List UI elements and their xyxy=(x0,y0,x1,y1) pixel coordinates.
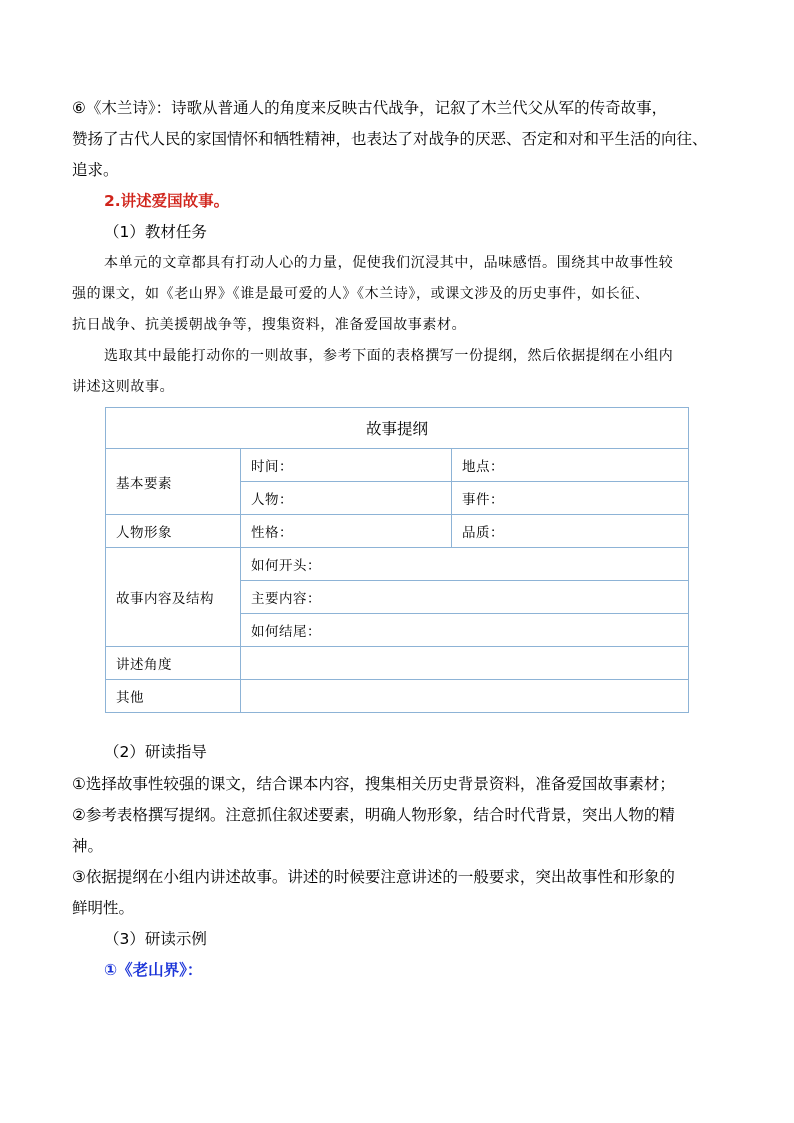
subheading-reading-example: （3）研读示例 xyxy=(104,930,207,948)
mulan-paragraph-line-1: ⑥《木兰诗》：诗歌从普通人的角度来反映古代战争，记叙了木兰代父从军的传奇故事， xyxy=(72,99,668,117)
label-character-image: 人物形象 xyxy=(106,515,241,548)
cell-how-to-end: 如何结尾： xyxy=(241,614,689,647)
task-line-4: 选取其中最能打动你的一则故事，参考下面的表格撰写一份提纲，然后依据提纲在小组内 xyxy=(104,348,674,364)
label-narration-angle: 讲述角度 xyxy=(106,647,241,680)
guide-item-2-line-2: 神。 xyxy=(72,837,104,855)
cell-person: 人物： xyxy=(241,482,452,515)
guide-item-3-line-1: ③依据提纲在小组内讲述故事。讲述的时候要注意讲述的一般要求，突出故事性和形象的 xyxy=(72,868,675,886)
cell-personality: 性格： xyxy=(241,515,452,548)
story-outline-table xyxy=(105,407,689,713)
table-title: 故事提纲 xyxy=(106,408,689,449)
task-line-3: 抗日战争、抗美援朝战争等，搜集资料，准备爱国故事素材。 xyxy=(72,317,467,333)
guide-item-2-line-1: ②参考表格撰写提纲。注意抓住叙述要素，明确人物形象，结合时代背景，突出人物的精 xyxy=(72,806,675,824)
mulan-paragraph-line-3: 追求。 xyxy=(72,161,119,179)
subheading-textbook-task: （1）教材任务 xyxy=(104,223,207,241)
cell-narration-angle-blank xyxy=(241,647,689,680)
cell-quality: 品质： xyxy=(452,515,689,548)
section-heading: 2.讲述爱国故事。 xyxy=(104,192,230,210)
task-line-2: 强的课文，如《老山界》《谁是最可爱的人》《木兰诗》，或课文涉及的历史事件，如长征、 xyxy=(72,286,650,302)
cell-main-content: 主要内容： xyxy=(241,581,689,614)
cell-time: 时间： xyxy=(241,449,452,482)
cell-how-to-begin: 如何开头： xyxy=(241,548,689,581)
mulan-paragraph-line-2: 赞扬了古代人民的家国情怀和牺牲精神，也表达了对战争的厌恶、否定和对和平生活的向往、 xyxy=(72,130,708,148)
example-laoshanjie: ①《老山界》： xyxy=(104,961,203,979)
guide-item-3-line-2: 鲜明性。 xyxy=(72,899,135,917)
guide-item-1: ①选择故事性较强的课文，结合课本内容，搜集相关历史背景资料，准备爱国故事素材； xyxy=(72,775,675,793)
cell-event: 事件： xyxy=(452,482,689,515)
cell-place: 地点： xyxy=(452,449,689,482)
subheading-reading-guide: （2）研读指导 xyxy=(104,743,207,761)
task-line-5: 讲述这则故事。 xyxy=(72,379,175,395)
task-line-1: 本单元的文章都具有打动人心的力量，促使我们沉浸其中，品味感悟。围绕其中故事性较 xyxy=(104,255,674,271)
label-story-content: 故事内容及结构 xyxy=(106,548,241,647)
label-other: 其他 xyxy=(106,680,241,713)
cell-other-blank xyxy=(241,680,689,713)
label-basic-elements: 基本要素 xyxy=(106,449,241,515)
